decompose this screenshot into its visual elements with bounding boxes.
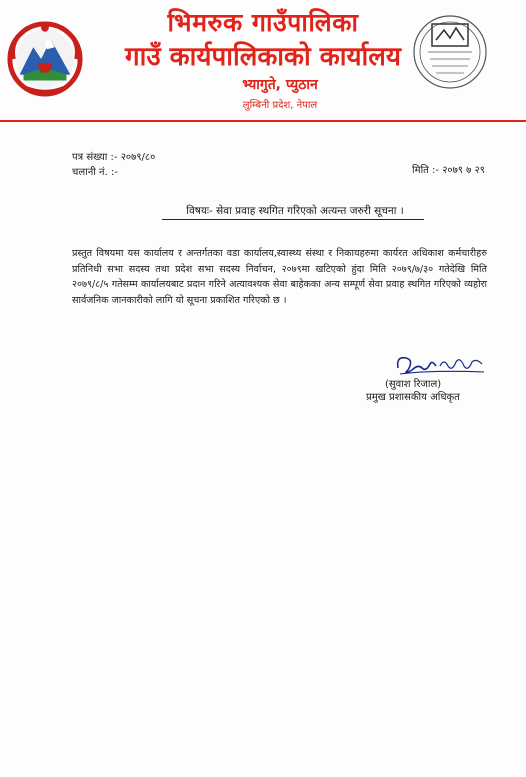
notice-subject: विषयः- सेवा प्रवाह स्थगित गरिएको अत्यन्त जरुरी सूचना ।: [186, 205, 404, 217]
notice-body: प्रस्तुत विषयमा यस कार्यालय र अन्तर्गतका वडा कार्यालय,स्वास्थ्य संस्था र निकायहरुमा कार्यरत अधिकाश कर्मचारीहरु प्रतिनिधी सभा सदस्य तथा प्रदेश सभा सदस्य निर्वाचन, २०७९मा खटिएको हुंदा मिति २०७९/७/३० गतेदेखि मिति २०७९/८/५ गतेसम्म कार्यालयबाट प्रदान गरिने अत्यावश्यक सेवा बाहेकका अन्य सम्पूर्ण सेवा प्रवाह स्थगित गरिएको व्यहोरा सार्वजनिक जानकारीको लागि यो सूचना प्रकाशित गरिएको छ ।: [72, 248, 487, 306]
office-location: भ्यागुते, प्युठान: [242, 77, 318, 93]
signatory-designation: प्रमुख प्रशासकीय अधिकृत: [366, 392, 460, 403]
reference-number: पत्र संख्या :- २०७९/८०: [72, 152, 156, 163]
letterhead-divider: [0, 120, 526, 122]
signature-icon: [392, 350, 492, 378]
notice-date: मिति :- २०७९ ७ २९: [412, 165, 485, 176]
office-seal-icon: [410, 12, 490, 92]
subject-underline: [162, 219, 424, 220]
office-province: लुम्बिनी प्रदेश, नेपाल: [242, 100, 318, 111]
signatory-name: (सुवाश रिजाल): [385, 379, 442, 390]
dispatch-number: चलानी नं. :-: [72, 167, 118, 178]
office-name: गाउँ कार्यपालिकाको कार्यालय: [125, 42, 401, 72]
municipality-name: भिमरुक गाउँपालिका: [167, 8, 359, 37]
